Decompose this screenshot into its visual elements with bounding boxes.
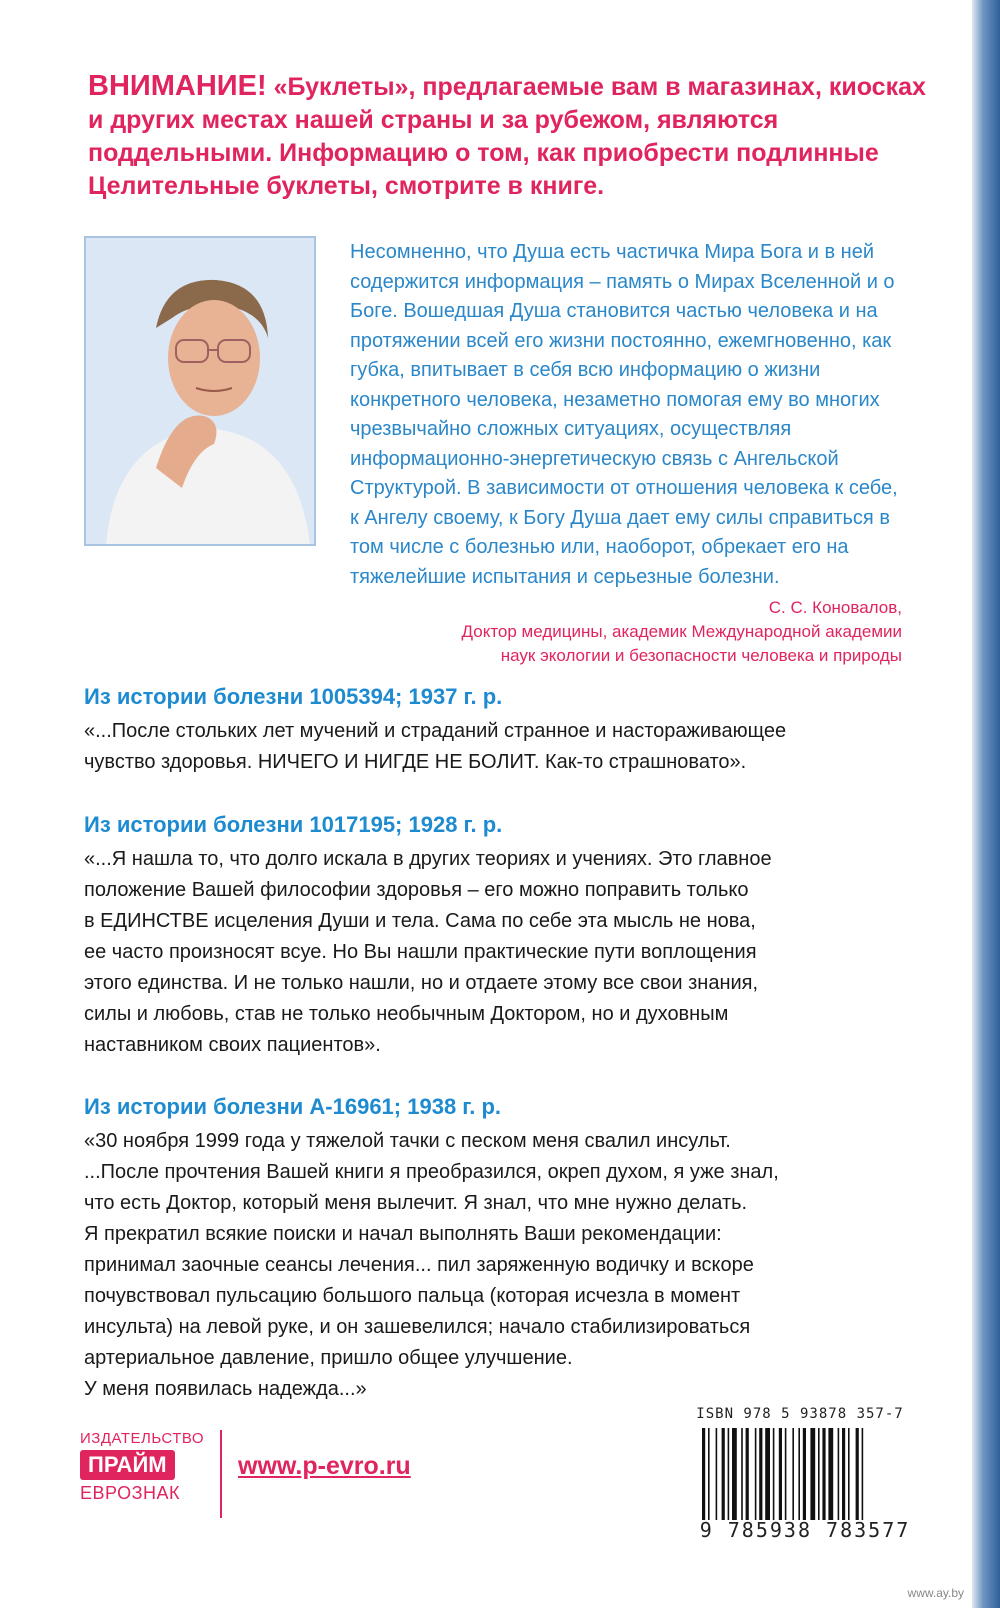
publisher-badge: ПРАЙМ: [80, 1450, 175, 1480]
warning-heading: ВНИМАНИЕ!: [88, 70, 267, 102]
publisher-divider: [220, 1430, 222, 1518]
case-line: «...После стольких лет мучений и страданий странное и настораживающее: [84, 720, 787, 742]
isbn-label: ISBN 978 5 93878 357-7: [696, 1406, 904, 1422]
case-line: этого единства. И не только нашли, но и отдаете этому все свои знания,: [84, 972, 759, 994]
case-text: [84, 716, 864, 778]
author-portrait-image: [86, 238, 314, 544]
case-text: [84, 1126, 864, 1405]
case-line: ее часто произносят всуе. Но Вы нашли практические пути воплощения: [84, 941, 757, 963]
barcode-number: 9 785938 783577: [699, 1518, 911, 1542]
case-text: [84, 844, 864, 1061]
publisher-label: ИЗДАТЕЛЬСТВО: [80, 1430, 205, 1447]
case-line: что есть Доктор, который меня вылечит. Я знал, что мне нужно делать.: [84, 1192, 748, 1214]
author-title-line-1: Доктор медицины, академик Международной академии: [461, 622, 902, 641]
case-line: чувство здоровья. НИЧЕГО И НИГДЕ НЕ БОЛИТ. Как-то страшновато».: [84, 751, 747, 773]
case-history-2: [84, 810, 864, 1061]
case-line: инсульта) на левой руке, и он зашевелился; начало стабилизироваться: [84, 1316, 751, 1338]
case-line: в ЕДИНСТВЕ исцеления Души и тела. Сама по себе эта мысль не нова,: [84, 910, 756, 932]
case-line: У меня появилась надежда...»: [84, 1378, 367, 1400]
case-line: положение Вашей философии здоровья – его можно поправить только: [84, 879, 749, 901]
watermark: www.ay.by: [907, 1586, 964, 1600]
publisher-logo: [80, 1430, 230, 1504]
warning-notice: [88, 70, 948, 203]
publisher-website-link[interactable]: www.p-evro.ru: [238, 1452, 411, 1480]
warning-text: «Буклеты», предлагаемые вам в магазинах, киосках и других местах нашей страны и за рубежом, являются поддельными. Информацию о том, как приобрести подлинные Целительные буклеты, смотрите в книге.: [88, 73, 926, 200]
case-line: «...Я нашла то, что долго искала в других теориях и учениях. Это главное: [84, 848, 772, 870]
author-name: С. С. Коновалов,: [768, 598, 902, 617]
case-title: Из истории болезни 1005394; 1937 г. р.: [84, 684, 503, 709]
case-history-3: [84, 1092, 864, 1405]
case-title: Из истории болезни А-16961; 1938 г. р.: [84, 1094, 502, 1119]
case-line: артериальное давление, пришло общее улучшение.: [84, 1347, 573, 1369]
cover-edge: [972, 0, 1000, 1608]
case-line: принимал заочные сеансы лечения... пил заряженную водичку и вскоре: [84, 1254, 754, 1276]
publisher-subname: ЕВРОЗНАК: [80, 1483, 180, 1503]
barcode-icon: [700, 1428, 910, 1520]
case-line: почувствовал пульсацию большого пальца (которая исчезла в момент: [84, 1285, 741, 1307]
author-quote: Несомненно, что Душа есть частичка Мира Бога и в ней содержится информация – память о Мирах Вселенной и о Боге. Вошедшая Душа становится частью человека и на протяжении всей его жизни постоянно, ежемгновенно, как губка, впитывает в себя всю информацию о жизни конкретного человека, незаметно помогая ему во многих чрезвычайно сложных ситуациях, осуществляя информационно-энергетическую связь с Ангельской Структурой. В зависимости от отношения человека к себе, к Ангелу своему, к Богу Душа дает ему силы справиться в том числе с болезнью или, наоборот, обрекает его на тяжелейшие испытания и серьезные болезни.: [350, 241, 898, 588]
case-line: «30 ноября 1999 года у тяжелой тачки с песком меня свалил инсульт.: [84, 1130, 731, 1152]
case-line: наставником своих пациентов».: [84, 1034, 381, 1056]
case-line: ...После прочтения Вашей книги я преобразился, окреп духом, я уже знал,: [84, 1161, 779, 1183]
quote-attribution: [342, 596, 902, 668]
case-history-1: [84, 682, 864, 778]
case-line: Я прекратил всякие поиски и начал выполнять Ваши рекомендации:: [84, 1223, 722, 1245]
case-title: Из истории болезни 1017195; 1928 г. р.: [84, 812, 503, 837]
case-line: силы и любовь, став не только необычным Доктором, но и духовным: [84, 1003, 729, 1025]
author-photo: [84, 236, 316, 546]
author-title-line-2: наук экологии и безопасности человека и природы: [500, 646, 902, 665]
